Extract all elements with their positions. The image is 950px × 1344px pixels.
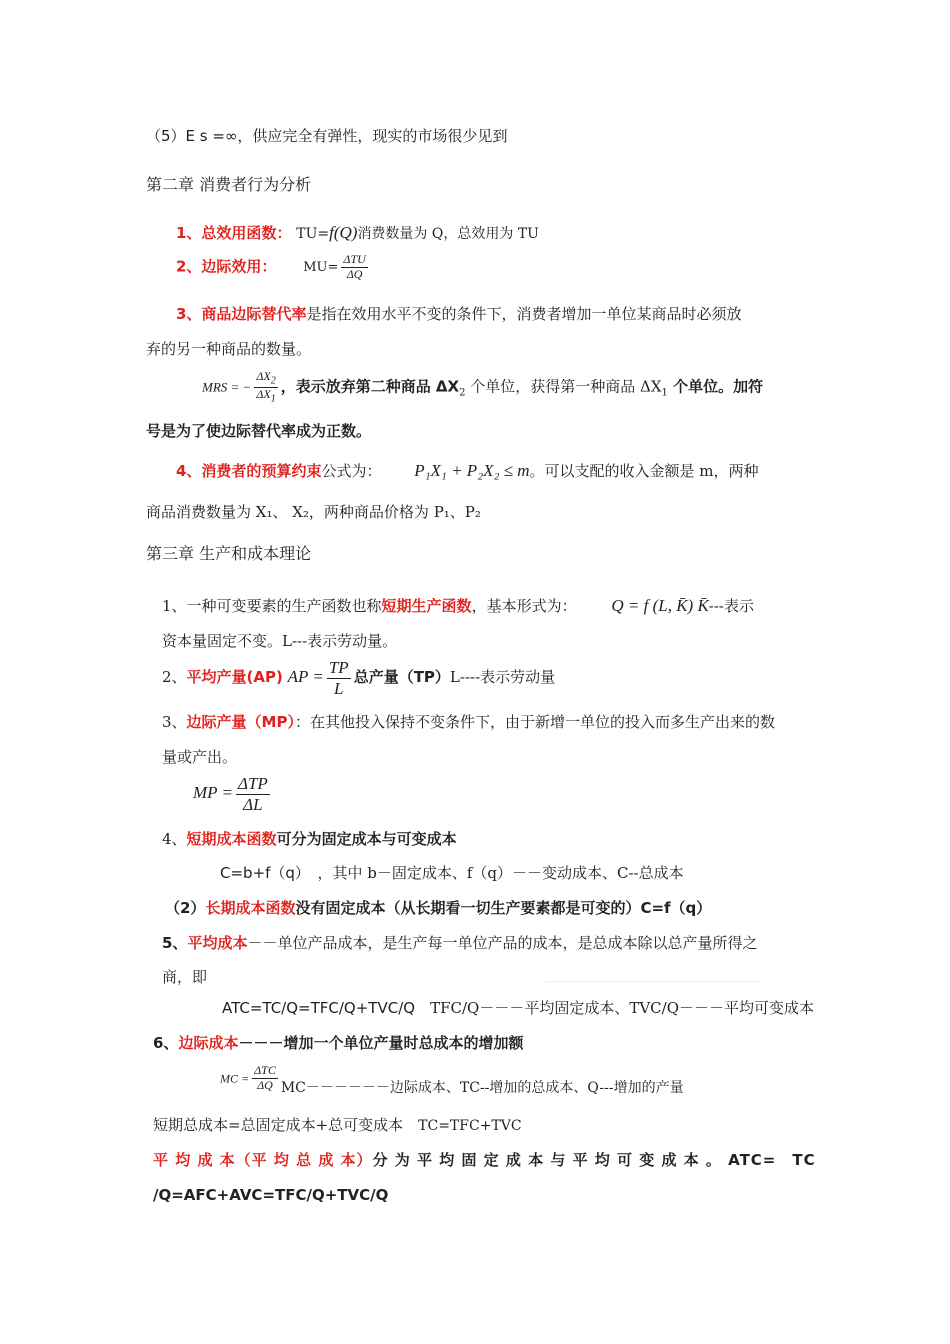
average-total-cost-line: 平 均 成 本（平 均 总 成 本）分 为 平 均 固 定 成 本 与 平 均 可 变 成 本 。 ATC= TC	[153, 1151, 816, 1169]
production-function-line: 1、一种可变要素的生产函数也称短期生产函数，基本形式为： Q = f (L, K̄) K̄---表示	[162, 596, 755, 615]
short-run-cost-formula: C=b+f（q） ，其中 b－固定成本、f（q）－－变动成本、C--总成本	[220, 864, 684, 882]
chapter-2-heading: 第二章 消费者行为分析	[146, 175, 312, 194]
mrs-definition: 3、商品边际替代率是指在效用水平不变的条件下，消费者增加一单位某商品时必须放	[176, 305, 742, 323]
average-total-cost-label: 平 均 成 本（平 均 总 成 本）	[153, 1151, 373, 1169]
short-run-cost-label: 短期成本函数	[186, 830, 277, 848]
marginal-cost-line: 6、边际成本－－－增加一个单位产量时总成本的增加额	[153, 1034, 524, 1052]
mrs-note: 号是为了使边际替代率成为正数。	[146, 422, 372, 440]
marginal-product-line: 3、边际产量（MP）：在其他投入保持不变条件下，由于新增一单位的投入而多生产出来的数	[162, 713, 775, 731]
mc-formula-line: MC = $\frac{\text{ΔTC}}{\Delta Q}$ MC－－－－－－边际成本、TC--增加的总成本、Q---增加的产量	[220, 1063, 684, 1097]
average-cost-cont: 商，即	[162, 968, 208, 986]
budget-constraint-cont: 商品消费数量为 X₁、 X₂，两种商品价格为 P₁、P₂	[146, 503, 481, 521]
short-run-production-label: 短期生产函数	[381, 597, 472, 615]
average-cost-label: 平均成本	[187, 934, 248, 952]
marginal-utility-line: 2、边际效用： MU= $\frac{\text{ΔTU}}{\Delta Q}$	[176, 252, 366, 281]
average-product-label: 平均产量(AP)	[186, 668, 283, 687]
production-function-cont: 资本量固定不变。L---表示劳动量。	[162, 632, 398, 650]
average-total-cost-cont: /Q=AFC+AVC=TFC/Q+TVC/Q	[153, 1186, 389, 1204]
marginal-cost-label: 边际成本	[178, 1034, 239, 1052]
marginal-utility-label: 2、边际效用：	[176, 257, 277, 276]
short-run-total-cost-line: 短期总成本=总固定成本+总可变成本 TC=TFC+TVC	[153, 1116, 522, 1134]
budget-constraint-line: 4、消费者的预算约束公式为： P₁X₁ + P₂X₂ ≤ m。可以支配的收入金额是 m，两种	[176, 461, 759, 480]
atc-formula-line: ATC=TC/Q=TFC/Q+TVC/Q TFC/Q－－－平均固定成本、TVC/Q－－－平均可变成本	[222, 999, 814, 1017]
total-utility-label: 1、总效用函数：	[176, 224, 292, 242]
long-run-cost-label: 长期成本函数	[205, 899, 296, 917]
long-run-cost-line: （2）长期成本函数没有固定成本（从长期看一切生产要素都是可变的）C=f（q）	[165, 899, 712, 917]
mrs-label: 3、商品边际替代率	[176, 305, 307, 323]
budget-constraint-label: 4、消费者的预算约束	[176, 462, 322, 480]
short-run-cost-line: 4、短期成本函数可分为固定成本与可变成本	[162, 830, 457, 848]
chapter-3-heading: 第三章 生产和成本理论	[146, 544, 312, 563]
mp-formula: MP = $\frac{\text{ΔTP}}{\Delta L}$	[193, 774, 268, 814]
elasticity-line: （5）E s =∞，供应完全有弹性，现实的市场很少见到	[146, 127, 508, 145]
divider-line	[546, 981, 762, 982]
average-cost-line: 5、平均成本－－单位产品成本，是生产每一单位产品的成本，是总成本除以总产量所得之	[162, 934, 758, 952]
mrs-definition-cont: 弃的另一种商品的数量。	[146, 340, 312, 358]
total-utility-line: 1、总效用函数： TU=f(Q)消费数量为 Q，总效用为 TU	[176, 223, 539, 242]
marginal-product-cont: 量或产出。	[162, 748, 238, 766]
marginal-product-label: 边际产量（MP）	[186, 713, 295, 731]
mrs-formula-line: MRS = − $\frac{\Delta X_2}{\Delta X_1}$ ，表示放弃第二种商品 $\Delta X_2$ 个单位，获得第一种商品 $\Delta X_1$ 个单位。加符	[202, 369, 764, 405]
average-product-line: 2、平均产量(AP) AP = $\frac{TP}{L}$ 总产量（TP）L----表示劳动量	[162, 658, 556, 698]
